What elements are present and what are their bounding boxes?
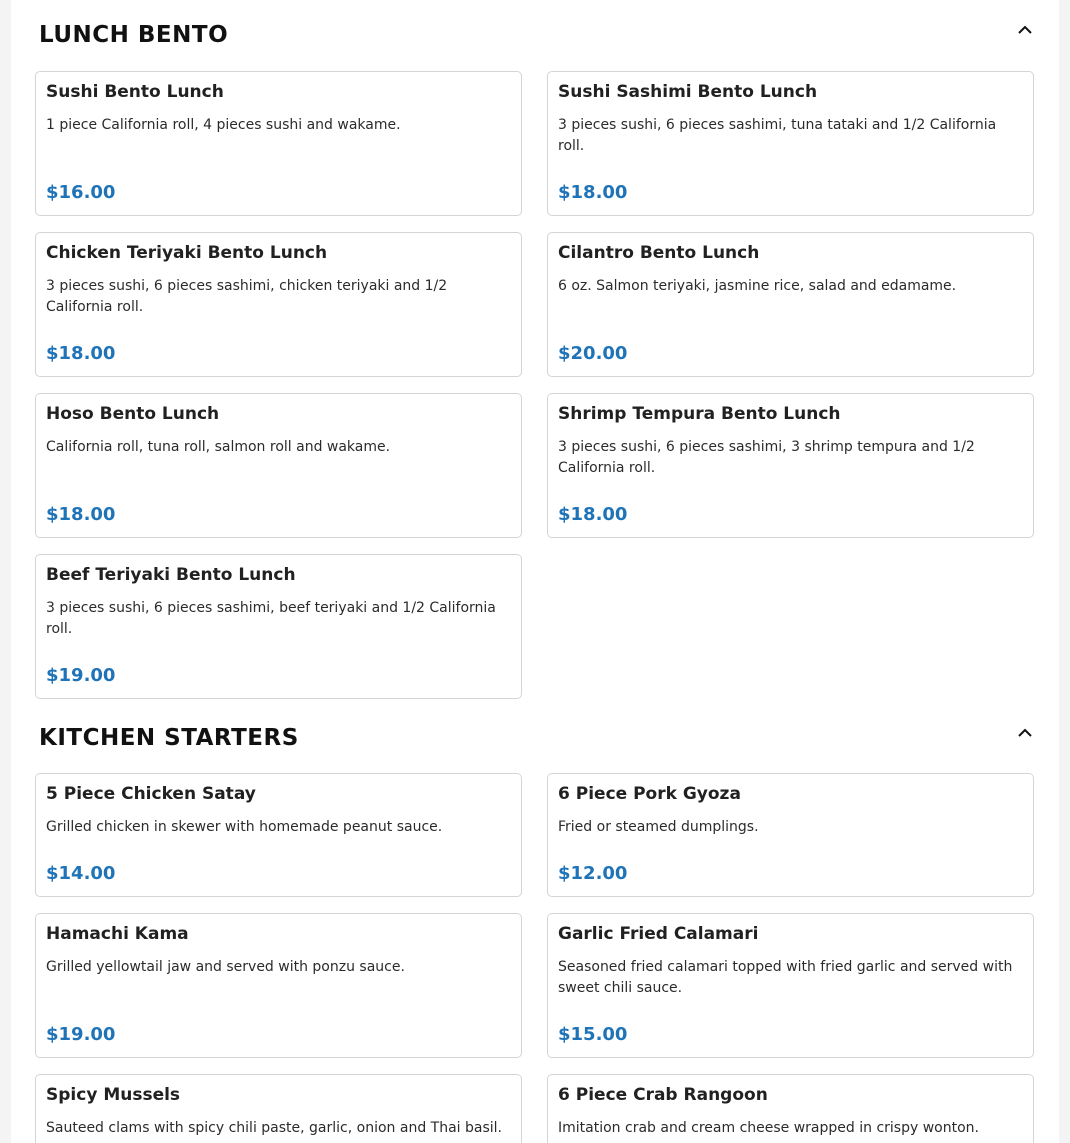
item-name: Sushi Sashimi Bento Lunch <box>558 82 818 102</box>
item-price: $19.00 <box>46 1024 116 1045</box>
item-price: $14.00 <box>46 863 116 884</box>
chevron-up-icon <box>1013 18 1037 42</box>
item-price: $18.00 <box>46 504 116 525</box>
item-price: $18.00 <box>558 182 628 203</box>
item-price: $12.00 <box>558 863 628 884</box>
menu-item-card[interactable] <box>547 773 1034 897</box>
menu-item-card[interactable] <box>547 232 1034 377</box>
section-title: LUNCH BENTO <box>39 22 229 48</box>
menu-item-card[interactable] <box>35 1074 522 1143</box>
menu-page <box>11 0 1059 1143</box>
section-lunch-bento <box>11 0 1059 699</box>
collapse-button[interactable] <box>1013 721 1037 745</box>
section-title: KITCHEN STARTERS <box>39 725 299 751</box>
item-price: $15.00 <box>558 1024 628 1045</box>
item-description: 6 oz. Salmon teriyaki, jasmine rice, salad and edamame. <box>558 278 957 294</box>
item-price: $16.00 <box>46 182 116 203</box>
item-description: Fried or steamed dumplings. <box>558 819 759 835</box>
item-name: Shrimp Tempura Bento Lunch <box>558 404 841 424</box>
item-description: 3 pieces sushi, 6 pieces sashimi, chicken teriyaki and 1/2 California roll. <box>46 278 448 315</box>
menu-item-card[interactable] <box>35 232 522 377</box>
collapse-button[interactable] <box>1013 18 1037 42</box>
item-name: Spicy Mussels <box>46 1085 181 1105</box>
chevron-up-icon <box>1013 721 1037 745</box>
menu-item-card[interactable] <box>547 393 1034 538</box>
menu-item-card[interactable] <box>547 1074 1034 1143</box>
item-name: Chicken Teriyaki Bento Lunch <box>46 243 328 263</box>
item-description: 3 pieces sushi, 6 pieces sashimi, 3 shrimp tempura and 1/2 California roll. <box>558 439 975 476</box>
item-description: Grilled yellowtail jaw and served with ponzu sauce. <box>46 959 405 975</box>
item-price: $18.00 <box>46 343 116 364</box>
item-description: Seasoned fried calamari topped with fried garlic and served with sweet chili sauce. <box>558 959 1013 996</box>
menu-item-card[interactable] <box>547 913 1034 1058</box>
item-price: $19.00 <box>46 665 116 686</box>
item-description: Grilled chicken in skewer with homemade peanut sauce. <box>46 819 443 835</box>
item-name: Beef Teriyaki Bento Lunch <box>46 565 296 585</box>
item-name: Hamachi Kama <box>46 924 189 944</box>
menu-grid <box>35 71 1034 699</box>
section-kitchen-starters <box>11 699 1059 1143</box>
item-price: $18.00 <box>558 504 628 525</box>
menu-item-card[interactable] <box>35 71 522 216</box>
item-name: Garlic Fried Calamari <box>558 924 759 944</box>
item-name: 6 Piece Pork Gyoza <box>558 784 741 804</box>
menu-item-card[interactable] <box>35 773 522 897</box>
menu-item-card[interactable] <box>35 554 522 699</box>
item-description: California roll, tuna roll, salmon roll and wakame. <box>46 439 391 455</box>
item-name: 6 Piece Crab Rangoon <box>558 1085 768 1105</box>
item-name: 5 Piece Chicken Satay <box>46 784 256 804</box>
item-description: Imitation crab and cream cheese wrapped in crispy wonton. <box>558 1120 979 1136</box>
menu-item-card[interactable] <box>35 913 522 1058</box>
section-header[interactable] <box>11 699 1059 773</box>
menu-item-card[interactable] <box>547 71 1034 216</box>
item-description: 3 pieces sushi, 6 pieces sashimi, beef teriyaki and 1/2 California roll. <box>46 600 496 637</box>
menu-item-card[interactable] <box>35 393 522 538</box>
item-name: Hoso Bento Lunch <box>46 404 220 424</box>
item-name: Cilantro Bento Lunch <box>558 243 760 263</box>
item-description: 1 piece California roll, 4 pieces sushi and wakame. <box>46 117 401 133</box>
menu-grid <box>35 773 1034 1143</box>
item-description: 3 pieces sushi, 6 pieces sashimi, tuna tataki and 1/2 California roll. <box>558 117 997 154</box>
item-name: Sushi Bento Lunch <box>46 82 224 102</box>
item-description: Sauteed clams with spicy chili paste, garlic, onion and Thai basil. <box>46 1120 502 1136</box>
item-price: $20.00 <box>558 343 628 364</box>
section-header[interactable] <box>11 0 1059 71</box>
